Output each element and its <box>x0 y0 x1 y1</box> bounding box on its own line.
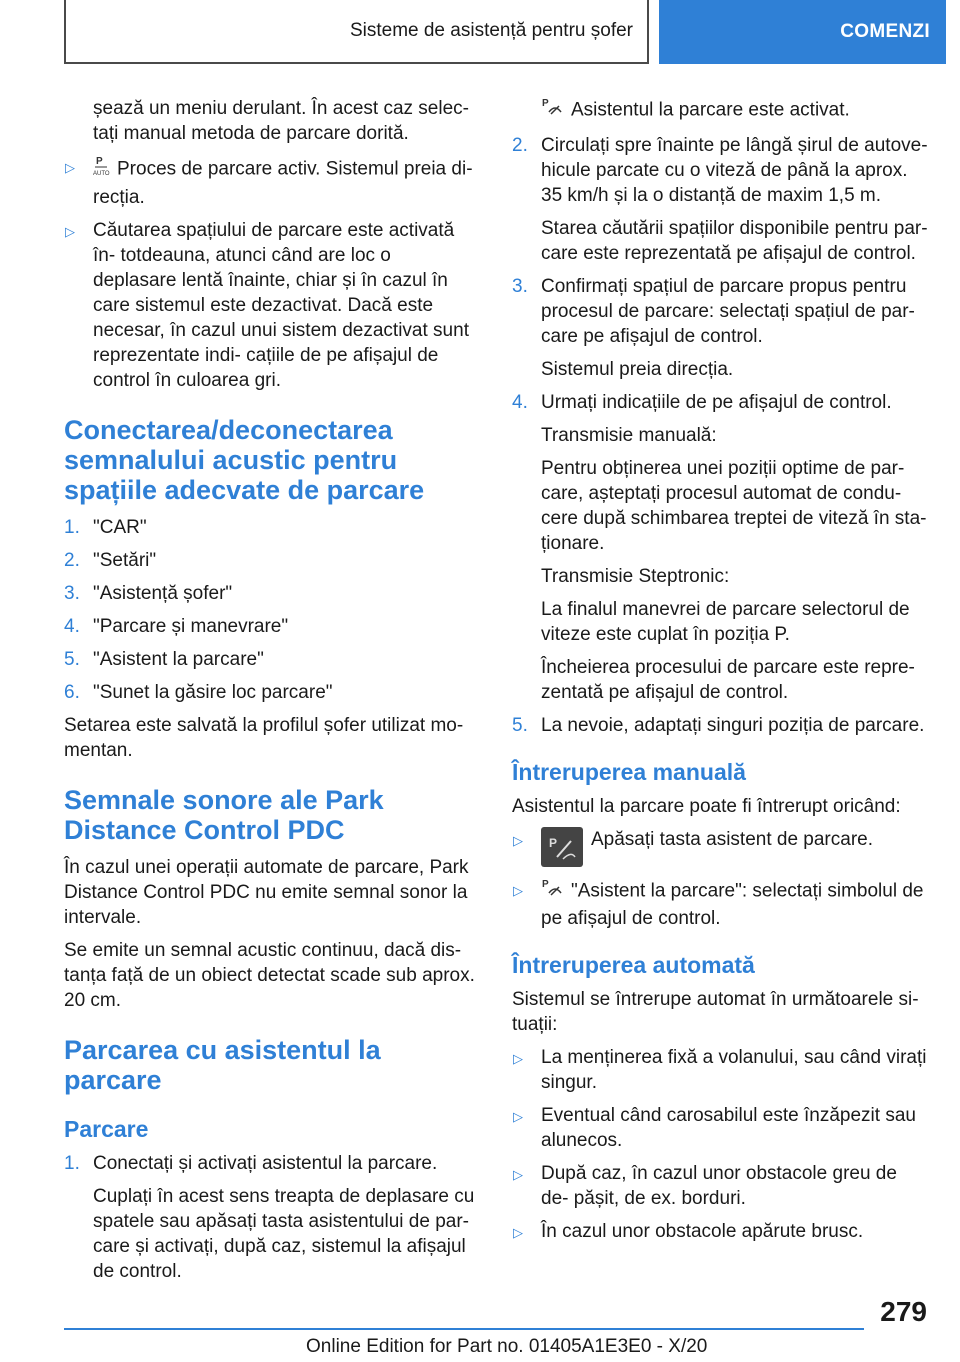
park-step-1 <box>64 1151 476 1176</box>
step-number: 3. <box>512 276 528 297</box>
bullet-search-active <box>64 218 476 393</box>
activated-note <box>512 96 928 125</box>
steptronic-label: Transmisie Steptronic: <box>541 566 730 587</box>
header-section-title: Sisteme de asistență pentru șofer <box>64 0 649 64</box>
step-number: 5. <box>512 715 528 736</box>
menu-path-step <box>64 515 476 540</box>
bullet-text: "Asistent la parcare": selectați simbolul de pe afișajul de control. <box>541 880 924 929</box>
menu-path-step <box>64 680 476 705</box>
bullet-text: După caz, în cazul unor obstacole greu de de‐ pășit, de ex. borduri. <box>541 1163 897 1209</box>
activated-text: Asistentul la parcare este activat. <box>571 99 850 121</box>
pdc-paragraph-1: În cazul unei operații automate de parcare, Park Distance Control PDC nu emite semnal sonor la intervale. <box>64 857 469 928</box>
triangle-bullet-icon: ▷ <box>513 1225 523 1240</box>
step-2-detail: Starea căutării spațiilor disponibile pentru par‐ care este reprezentată pe afișajul de control. <box>541 218 928 264</box>
step-text: Circulați spre înainte pe lângă șirul de autove‐ hicule parcate cu o viteză de până la aprox. 35 km/h și la o distanță de maxim 1,5 m. <box>541 135 928 206</box>
steps-list <box>64 515 476 705</box>
footer-divider <box>64 1328 864 1330</box>
triangle-bullet-icon: ▷ <box>513 833 523 848</box>
svg-text:P: P <box>542 98 549 109</box>
step-2 <box>512 133 928 208</box>
manual-bullet-button <box>512 827 928 869</box>
bullet-text: Eventual când carosabilul este înzăpezit sau alunecos. <box>541 1105 916 1151</box>
heading-acoustic-signal: Conectarea/deconectarea semnalului acustic pentru spațiile adecvate de parcare <box>64 415 425 505</box>
bullet-text: Proces de parcare activ. Sistemul preia di‐ recția. <box>93 158 473 208</box>
menu-path-step <box>64 614 476 639</box>
auto-interrupt-bullet <box>512 1161 928 1211</box>
step-text: "Asistent la parcare" <box>93 649 264 670</box>
header-chapter-tab[interactable]: COMENZI <box>659 0 946 64</box>
manual-transmission-label: Transmisie manuală: <box>541 425 717 446</box>
step-text: "CAR" <box>93 517 147 538</box>
auto-interrupt-intro: Sistemul se întrerupe automat în următoarele si‐ tuații: <box>512 989 919 1035</box>
park-assist-button-icon <box>541 827 583 867</box>
auto-interrupt-bullet <box>512 1219 928 1244</box>
step-text: "Parcare și manevrare" <box>93 616 289 637</box>
step-number: 6. <box>64 682 80 703</box>
triangle-bullet-icon: ▷ <box>513 1109 523 1124</box>
step-4 <box>512 390 928 415</box>
auto-interrupt-list <box>512 1045 928 1244</box>
triangle-bullet-icon: ▷ <box>65 160 75 175</box>
triangle-bullet-icon: ▷ <box>513 1167 523 1182</box>
step-number: 2. <box>64 550 80 571</box>
bullet-auto-park <box>64 154 476 210</box>
park-assist-icon <box>541 877 565 906</box>
step-3 <box>512 274 928 349</box>
triangle-bullet-icon: ▷ <box>513 1051 523 1066</box>
bullet-text: Căutarea spațiului de parcare este activată în‐ totdeauna, atunci când are loc o deplasare lentă înainte, chiar și în cazul în care sistemul este dezactivat. Dacă este necesar, în cazul unui sistem dezactivat sunt reprezentate indi‐ cațiile de pe afișajul de control în culoarea gri. <box>93 220 469 391</box>
subheading-manual-interrupt: Întreruperea manuală <box>512 759 746 785</box>
svg-text:P: P <box>549 836 558 850</box>
pdc-paragraph-2: Se emite un semnal acustic continuu, dacă dis‐ tanța față de un obiect detectat scade sub aprox. 20 cm. <box>64 940 475 1011</box>
intro-continuation: șează un meniu derulant. În acest caz selec‐ tați manual metoda de parcare dorită. <box>93 98 469 144</box>
step-3-detail: Sistemul preia direcția. <box>541 359 734 380</box>
step-text: "Setări" <box>93 550 157 571</box>
step-number: 1. <box>64 1153 80 1174</box>
auto-park-icon <box>93 154 111 185</box>
subheading-parking: Parcare <box>64 1116 149 1142</box>
auto-interrupt-bullet <box>512 1045 928 1095</box>
svg-text:AUTO: AUTO <box>93 171 110 177</box>
right-column <box>512 96 928 1252</box>
heading-pdc-signals: Semnale sonore ale Park Distance Control PDC <box>64 785 384 845</box>
step-text: "Sunet la găsire loc parcare" <box>93 682 333 703</box>
step-number: 2. <box>512 135 528 156</box>
step-number: 5. <box>64 649 80 670</box>
bullet-text: Apăsați tasta asistent de parcare. <box>591 829 873 850</box>
footer-edition: Online Edition for Part no. 01405A1E3E0 - X/20 <box>306 1336 708 1357</box>
menu-path-step <box>64 548 476 573</box>
step-text: Confirmați spațiul de parcare propus pentru procesul de parcare: selectați spațiul de par‐ care pe afișajul de control. <box>541 276 915 347</box>
step-number: 4. <box>512 392 528 413</box>
svg-text:P: P <box>542 879 549 890</box>
triangle-bullet-icon: ▷ <box>513 883 523 898</box>
page-number: 279 <box>880 1296 927 1327</box>
step-text: Urmați indicațiile de pe afișajul de control. <box>541 392 892 413</box>
bullet-text: În cazul unor obstacole apărute brusc. <box>541 1221 864 1242</box>
step-text: La nevoie, adaptați singuri poziția de parcare. <box>541 715 925 736</box>
step-5 <box>512 713 928 738</box>
parking-end-text: Încheierea procesului de parcare este repre‐ zentată pe afișajul de control. <box>541 657 915 703</box>
triangle-bullet-icon: ▷ <box>65 224 75 239</box>
step-text: "Asistență șofer" <box>93 583 233 604</box>
park-assist-icon <box>541 96 565 125</box>
manual-bullet-symbol <box>512 877 928 931</box>
auto-interrupt-bullet <box>512 1103 928 1153</box>
menu-path-step <box>64 647 476 672</box>
manual-transmission-text: Pentru obținerea unei poziții optime de par‐ care, așteptați procesul automat de condu‐ cere după schimbarea treptei de viteză în sta‐ ționare. <box>541 458 927 554</box>
svg-text:P: P <box>96 156 103 167</box>
park-step-1-detail: Cuplați în acest sens treapta de deplasare cu spatele sau apăsați tasta asistentului de par‐ care și activați, după caz, sistemul la afișajul de control. <box>93 1186 475 1282</box>
manual-interrupt-intro: Asistentul la parcare poate fi întrerupt oricând: <box>512 796 901 817</box>
left-column <box>64 96 476 1292</box>
bullet-text: La menținerea fixă a volanului, sau când virați singur. <box>541 1047 927 1093</box>
saved-note: Setarea este salvată la profilul șofer utilizat mo‐ mentan. <box>64 715 464 761</box>
step-number: 4. <box>64 616 80 637</box>
subheading-auto-interrupt: Întreruperea automată <box>512 952 755 978</box>
step-number: 3. <box>64 583 80 604</box>
heading-park-assist: Parcarea cu asistentul la parcare <box>64 1035 381 1095</box>
step-text: Conectați și activați asistentul la parcare. <box>93 1153 438 1174</box>
menu-path-step <box>64 581 476 606</box>
steptronic-text: La finalul manevrei de parcare selectorul de viteze este cuplat în poziția P. <box>541 599 910 645</box>
step-number: 1. <box>64 517 80 538</box>
